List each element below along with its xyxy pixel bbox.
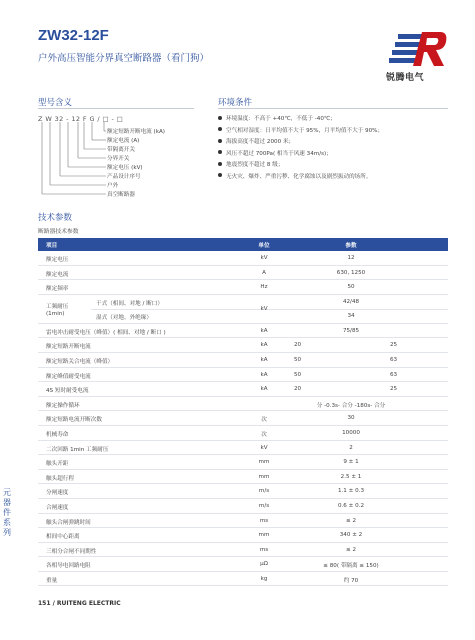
row-value: ≤ 80( 带隔离 ≤ 150) bbox=[323, 563, 379, 570]
row-subname: 湿式（对地、外绝缘） bbox=[96, 314, 152, 321]
row-name: 重量 bbox=[46, 577, 58, 584]
row-unit: kV bbox=[260, 255, 268, 261]
table-row bbox=[38, 528, 448, 543]
row-name: 额定峰值耐受电流 bbox=[46, 373, 91, 380]
col-unit-header: 单位 bbox=[258, 243, 270, 249]
table-row bbox=[38, 411, 448, 426]
table-row bbox=[38, 514, 448, 529]
row-unit: kA bbox=[260, 327, 268, 334]
row-unit: A bbox=[262, 269, 266, 276]
row-value: 63 bbox=[390, 371, 398, 378]
table-row bbox=[38, 382, 448, 397]
row-name: 触头超行程 bbox=[46, 475, 74, 482]
row-value: 630, 1250 bbox=[336, 269, 366, 276]
row-value: 340 ± 2 bbox=[339, 532, 363, 539]
row-name: 额定频率 bbox=[46, 286, 69, 293]
table-row bbox=[38, 557, 448, 572]
row-name: 额定短路开断电流 bbox=[46, 344, 91, 351]
sidebar-char: 器 bbox=[3, 498, 11, 507]
row-name-line: 工频耐压 bbox=[46, 303, 69, 310]
row-value: 25 bbox=[390, 342, 398, 349]
model-divider bbox=[38, 108, 194, 109]
environment-item: 环境温度：不高于 +40℃，不低于 -40℃； bbox=[218, 114, 383, 126]
table-row bbox=[38, 397, 448, 412]
row-unit: mm bbox=[258, 473, 270, 480]
row-unit: μΩ bbox=[260, 561, 268, 568]
model-legend bbox=[107, 128, 165, 200]
row-unit: ms bbox=[259, 517, 269, 524]
row-name: 各相导电回路电阻 bbox=[46, 563, 91, 570]
row-value: 0.6 ± 0.2 bbox=[337, 502, 365, 509]
row-value: 1.1 ± 0.3 bbox=[337, 488, 365, 495]
page-footer: 151 / RUITENG ELECTRIC bbox=[38, 600, 121, 607]
legend-item: 分界开关 bbox=[107, 156, 130, 162]
table-header bbox=[38, 238, 448, 251]
row-value: 50 bbox=[294, 371, 302, 378]
row-name: 机械寿命 bbox=[46, 431, 69, 438]
row-name: 4S 短时耐受电流 bbox=[46, 388, 89, 395]
col-value-header: 参数 bbox=[345, 243, 357, 249]
environment-item: 无火灾、爆炸、严重污秽、化学腐蚀以及剧烈振动的场所。 bbox=[218, 172, 383, 184]
environment-item: 空气相对湿度：日平均值不大于 95%，月平均值不大于 90%； bbox=[218, 126, 383, 138]
legend-item: 额定短路开断电流 (kA) bbox=[107, 129, 165, 135]
tech-table bbox=[38, 238, 448, 586]
row-value: 分 -0.3s- 合分 -180s- 合分 bbox=[316, 402, 386, 409]
table-row bbox=[38, 499, 448, 514]
row-value: 2.5 ± 1 bbox=[340, 473, 362, 480]
table-row bbox=[38, 353, 448, 368]
model-bracket-lines bbox=[40, 122, 106, 206]
row-name: 额定短路关合电流（峰值） bbox=[46, 358, 114, 365]
legend-item: 产品设计序号 bbox=[107, 174, 141, 180]
page-subtitle: 户外高压智能分界真空断路器（看门狗） bbox=[38, 53, 210, 64]
row-unit: kA bbox=[260, 342, 268, 349]
row-value: 42/48 bbox=[342, 298, 360, 305]
page-title: ZW32-12F bbox=[38, 27, 109, 44]
table-row bbox=[38, 572, 448, 587]
legend-item: 额定电压 (kV) bbox=[107, 165, 143, 171]
row-value: ≤ 2 bbox=[345, 517, 357, 524]
table-row bbox=[38, 324, 448, 339]
brand-logo-icon bbox=[386, 28, 448, 76]
row-value: 75/85 bbox=[342, 327, 360, 334]
table-row bbox=[38, 441, 448, 456]
row-value: 12 bbox=[347, 255, 355, 261]
model-heading: 型号含义 bbox=[38, 98, 73, 108]
row-value: 63 bbox=[390, 356, 398, 363]
table-row bbox=[38, 251, 448, 266]
row-unit: kV bbox=[260, 305, 268, 312]
row-value: 9 ± 1 bbox=[343, 459, 359, 466]
environment-divider bbox=[218, 108, 448, 109]
row-name: 额定电压 bbox=[46, 257, 69, 263]
row-name bbox=[46, 304, 68, 318]
row-value: 34 bbox=[347, 312, 355, 319]
row-unit: kA bbox=[260, 371, 268, 378]
row-unit: 次 bbox=[261, 417, 267, 424]
tech-heading: 技术参数 bbox=[38, 213, 73, 223]
row-unit: 次 bbox=[261, 431, 267, 438]
row-name: 触头合闸弹跳时间 bbox=[46, 519, 91, 526]
row-name: 额定电流 bbox=[46, 271, 69, 278]
row-name: 相间中心距离 bbox=[46, 534, 80, 541]
tech-subheading: 断路器技术参数 bbox=[38, 229, 79, 235]
environment-list bbox=[218, 114, 383, 184]
model-code: Z W 32 - 12 F G / □ - □ bbox=[38, 115, 124, 123]
table-row bbox=[38, 295, 448, 324]
row-name: 三相分合闸不同期性 bbox=[46, 548, 97, 555]
row-unit: kV bbox=[260, 444, 268, 451]
row-value: 约 70 bbox=[343, 577, 359, 584]
row-value: ≤ 2 bbox=[345, 546, 357, 553]
brand-name: 锐腾电气 bbox=[386, 73, 425, 83]
row-value: 20 bbox=[294, 342, 302, 349]
row-value: 20 bbox=[294, 386, 302, 393]
sidebar-char: 件 bbox=[3, 508, 11, 517]
row-name: 额定操作循环 bbox=[46, 402, 80, 409]
col-item-header: 项目 bbox=[46, 243, 58, 249]
row-unit: kA bbox=[260, 386, 268, 393]
legend-item: 带隔离开关 bbox=[107, 147, 135, 153]
row-subname: 干式（相间、对地 / 断口） bbox=[96, 300, 163, 307]
row-name: 雷电冲击耐受电压（峰值）( 相间、对地 / 断口 ) bbox=[46, 329, 166, 336]
row-name: 触头开距 bbox=[46, 461, 69, 468]
row-name: 二次回路 1min 工频耐压 bbox=[46, 446, 109, 453]
category-sidebar bbox=[0, 488, 14, 544]
row-unit: ms bbox=[259, 546, 269, 553]
row-unit: m/s bbox=[258, 502, 270, 509]
table-row bbox=[38, 484, 448, 499]
table-row bbox=[38, 280, 448, 295]
row-value: 10000 bbox=[342, 429, 360, 436]
row-unit: kg bbox=[260, 575, 268, 582]
table-row bbox=[38, 368, 448, 383]
table-row bbox=[38, 426, 448, 441]
table-row bbox=[38, 266, 448, 281]
row-name: 额定短路电流开断次数 bbox=[46, 417, 102, 424]
legend-item: 额定电流 (A) bbox=[107, 138, 140, 144]
environment-item: 地震烈度不超过 8 级； bbox=[218, 160, 383, 172]
row-value: 50 bbox=[294, 356, 302, 363]
legend-item: 户外 bbox=[107, 183, 119, 189]
row-unit: Hz bbox=[260, 284, 268, 291]
row-value: 30 bbox=[347, 415, 355, 422]
row-unit: m/s bbox=[258, 488, 270, 495]
row-name: 合闸速度 bbox=[46, 504, 69, 511]
row-unit: mm bbox=[258, 532, 270, 539]
legend-item: 真空断路器 bbox=[107, 192, 135, 198]
row-unit: mm bbox=[258, 459, 270, 466]
row-value: 25 bbox=[390, 386, 398, 393]
environment-item: 风压不超过 700Pa( 相当于风速 34m/s)； bbox=[218, 149, 383, 161]
row-name: 分闸速度 bbox=[46, 490, 69, 497]
sidebar-char: 系 bbox=[3, 518, 11, 527]
environment-heading: 环境条件 bbox=[218, 98, 253, 108]
row-value: 2 bbox=[349, 444, 353, 451]
row-value: 50 bbox=[347, 284, 355, 291]
sidebar-char: 列 bbox=[3, 528, 11, 537]
environment-item: 海拔高度不超过 2000 米； bbox=[218, 137, 383, 149]
row-unit: kA bbox=[260, 356, 268, 363]
table-row bbox=[38, 455, 448, 470]
table-row bbox=[38, 543, 448, 558]
table-row bbox=[38, 470, 448, 485]
row-name-line: (1min) bbox=[46, 310, 65, 317]
table-row bbox=[38, 338, 448, 353]
sidebar-char: 元 bbox=[3, 488, 11, 497]
